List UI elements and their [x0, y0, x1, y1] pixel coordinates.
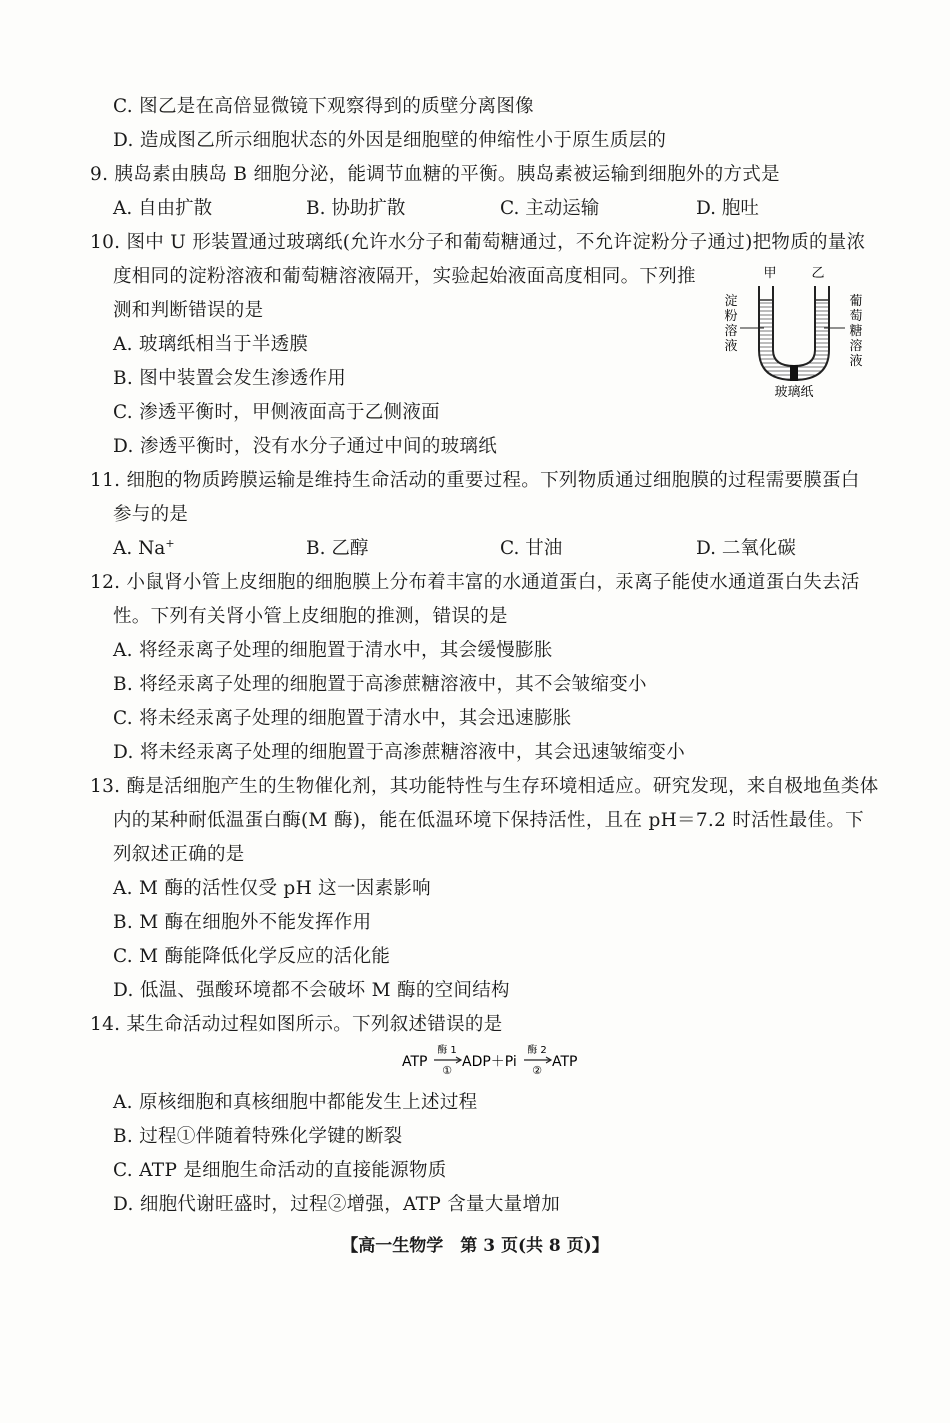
q8-option-d: D. 造成图乙所示细胞状态的外因是细胞壁的伸缩性小于原生质层的: [113, 130, 667, 151]
atp-cycle-equation: [398, 1040, 588, 1084]
q11-option-a: [113, 536, 175, 562]
eq-atp-left: ATP: [402, 1054, 428, 1070]
q11-option-a-text: A. Na: [113, 538, 166, 559]
q12-option-d: D. 将未经汞离子处理的细胞置于高渗蔗糖溶液中，其会迅速皱缩变小: [113, 742, 686, 763]
eq-step2: ②: [532, 1064, 542, 1077]
page-footer: 【高一生物学 第 3 页(共 8 页)】: [341, 1236, 609, 1256]
q12-stem-line2: 性。下列有关肾小管上皮细胞的推测，错误的是: [113, 606, 508, 627]
left-label-char: 液: [724, 339, 738, 354]
eq-adp-pi: ADP＋Pi: [462, 1054, 517, 1070]
u-tube-inner-wall: [773, 286, 815, 366]
q13-option-d: D. 低温、强酸环境都不会破坏 M 酶的空间结构: [113, 980, 510, 1001]
eq-enzyme1: 酶 1: [437, 1045, 457, 1056]
right-label-char: 糖: [849, 324, 863, 339]
glass-paper-membrane: [790, 365, 798, 381]
q11-option-b: B. 乙醇: [306, 538, 369, 559]
q10-option-d: D. 渗透平衡时，没有水分子通过中间的玻璃纸: [113, 436, 498, 457]
q13-option-c: C. M 酶能降低化学反应的活化能: [113, 946, 391, 967]
q13-stem-line2: 内的某种耐低温蛋白酶(M 酶)，能在低温环境下保持活性，且在 pH＝7.2 时活性最佳。下: [113, 810, 864, 831]
q9-option-c: C. 主动运输: [500, 198, 600, 219]
q9-option-d: D. 胞吐: [696, 198, 759, 219]
left-label-char: 溶: [724, 324, 738, 339]
q12-option-b: B. 将经汞离子处理的细胞置于高渗蔗糖溶液中，其不会皱缩变小: [113, 674, 647, 695]
eq-enzyme2: 酶 2: [527, 1045, 547, 1056]
q12-stem-line1: 12. 小鼠肾小管上皮细胞的细胞膜上分布着丰富的水通道蛋白，汞离子能使水通道蛋白失去活: [90, 572, 860, 593]
q11-option-d: D. 二氧化碳: [696, 538, 796, 559]
eq-step1: ①: [442, 1064, 452, 1077]
q13-stem-line3: 列叙述正确的是: [113, 844, 245, 865]
q13-stem-line1: 13. 酶是活细胞产生的生物催化剂，其功能特性与生存环境相适应。研究发现，来自极地鱼类体: [90, 776, 879, 797]
q14-option-c: C. ATP 是细胞生命活动的直接能源物质: [113, 1160, 447, 1181]
q12-option-a: A. 将经汞离子处理的细胞置于清水中，其会缓慢膨胀: [113, 640, 553, 661]
right-label-char: 萄: [849, 309, 863, 324]
q14-option-d: D. 细胞代谢旺盛时，过程②增强，ATP 含量大量增加: [113, 1194, 561, 1215]
q9-option-b: B. 协助扩散: [306, 198, 406, 219]
right-label-char: 葡: [849, 294, 863, 309]
q10-stem-line3: 测和判断错误的是: [113, 300, 264, 321]
q9-option-a: A. 自由扩散: [113, 198, 213, 219]
q13-option-a: A. M 酶的活性仅受 pH 这一因素影响: [113, 878, 431, 899]
left-label-char: 淀: [724, 294, 738, 309]
q10-option-b: B. 图中装置会发生渗透作用: [113, 368, 347, 389]
label-jia: 甲: [763, 266, 777, 281]
right-label-char: 液: [849, 354, 863, 369]
label-yi: 乙: [811, 266, 825, 281]
membrane-label: 玻璃纸: [774, 385, 814, 400]
q12-option-c: C. 将未经汞离子处理的细胞置于清水中，其会迅速膨胀: [113, 708, 572, 729]
q13-option-b: B. M 酶在细胞外不能发挥作用: [113, 912, 372, 933]
q10-stem-line1: 10. 图中 U 形装置通过玻璃纸(允许水分子和葡萄糖通过，不允许淀粉分子通过)把物质的量浓: [90, 232, 866, 253]
q11-option-c: C. 甘油: [500, 538, 563, 559]
q14-stem: 14. 某生命活动过程如图所示。下列叙述错误的是: [90, 1014, 503, 1035]
q10-option-a: A. 玻璃纸相当于半透膜: [113, 334, 309, 355]
q9-stem: 9. 胰岛素由胰岛 B 细胞分泌，能调节血糖的平衡。胰岛素被运输到细胞外的方式是: [90, 164, 780, 185]
q11-stem-line2: 参与的是: [113, 504, 189, 525]
q11-stem-line1: 11. 细胞的物质跨膜运输是维持生命活动的重要过程。下列物质通过细胞膜的过程需要膜蛋白: [90, 470, 860, 491]
q14-option-a: A. 原核细胞和真核细胞中都能发生上述过程: [113, 1092, 478, 1113]
q10-stem-line2: 度相同的淀粉溶液和葡萄糖溶液隔开，实验起始液面高度相同。下列推: [113, 266, 696, 287]
q8-option-c: C. 图乙是在高倍显微镜下观察得到的质壁分离图像: [113, 96, 534, 117]
right-label-char: 溶: [849, 339, 863, 354]
q10-option-c: C. 渗透平衡时，甲侧液面高于乙侧液面: [113, 402, 440, 423]
left-label-char: 粉: [724, 309, 738, 324]
u-tube-figure: [718, 262, 868, 402]
q14-option-b: B. 过程①伴随着特殊化学键的断裂: [113, 1126, 403, 1147]
na-charge: +: [165, 536, 175, 550]
eq-atp-right: ATP: [552, 1054, 578, 1070]
